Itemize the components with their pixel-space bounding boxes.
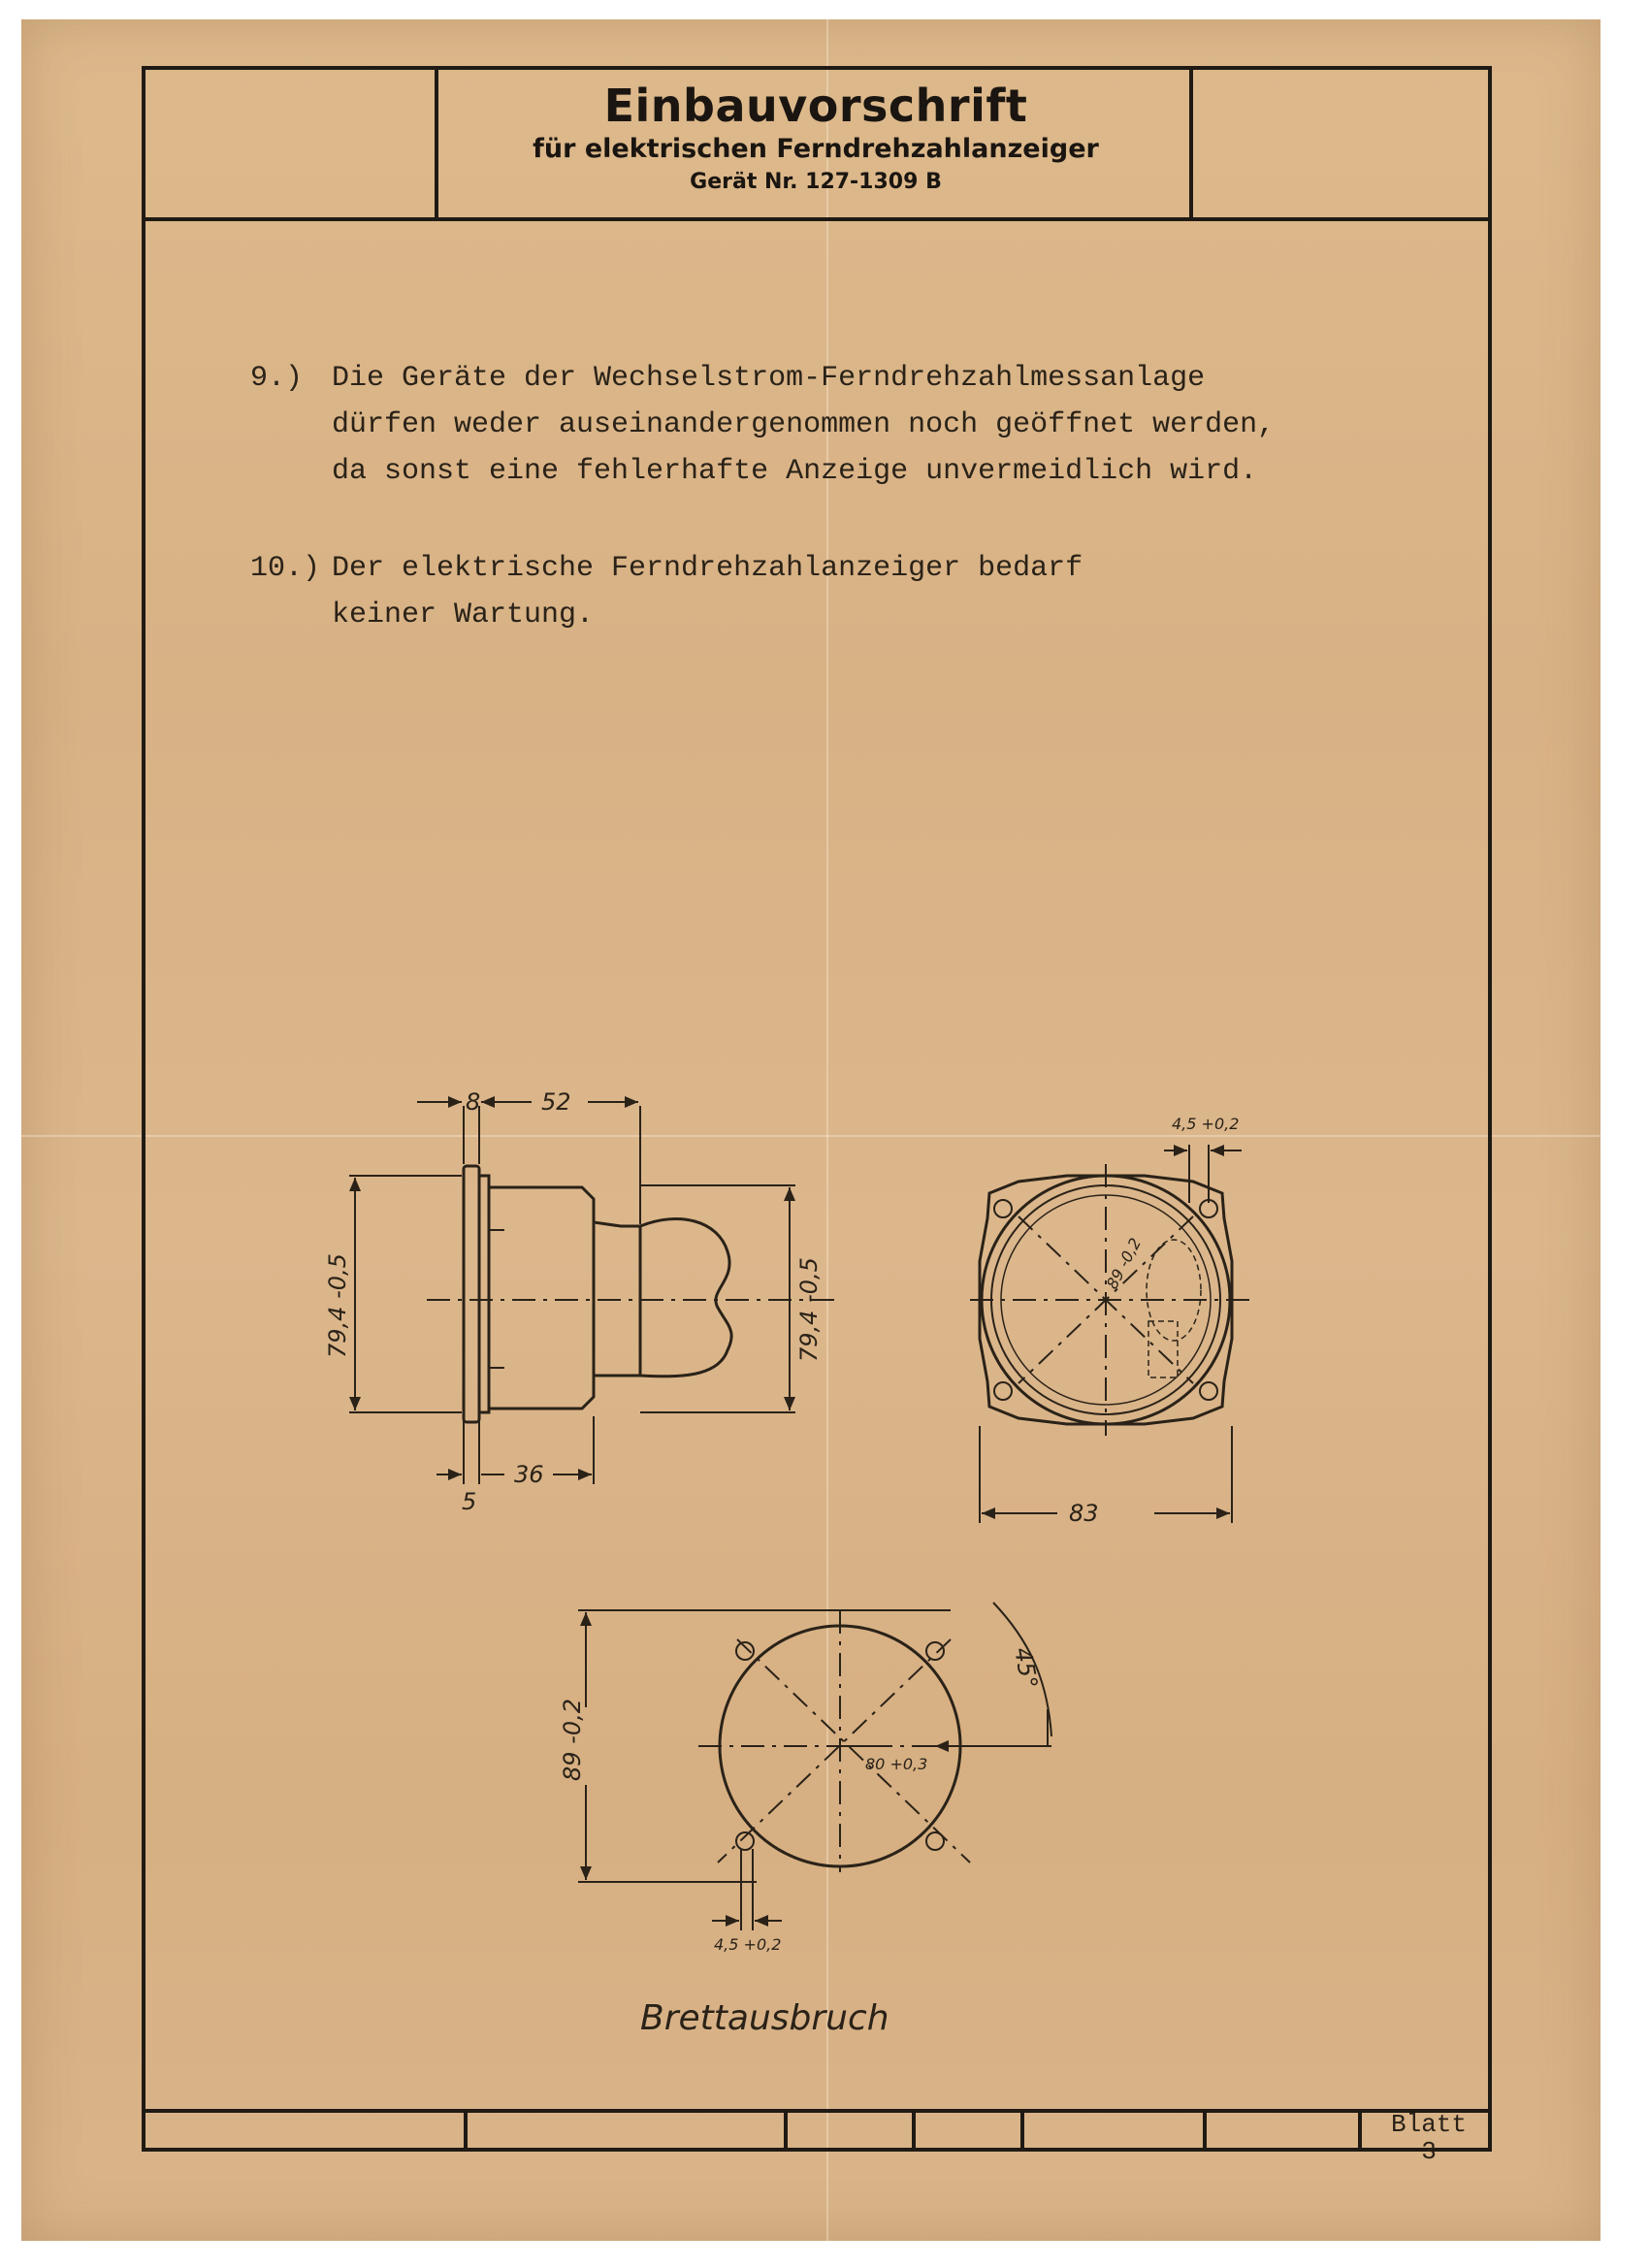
front-dim-diagonal: 89 -0,2 [1102,1234,1146,1292]
item-9-line-1: Die Geräte der Wechselstrom-Ferndrehzahlmessanlage [332,362,1206,395]
dim-flange: 8 [466,1088,481,1116]
dim-height-right: 79,4 -0,5 [795,1257,823,1362]
sheet-number-box [1375,2111,1482,2165]
cutout-dim-height: 89 -0,2 [559,1699,586,1781]
side-view-drawing [464,1166,731,1422]
dim-bottom-small: 5 [462,1488,477,1515]
item-9-number: 9.) [250,362,304,395]
front-dim-width: 83 [1069,1500,1099,1527]
item-10-number: 10.) [250,552,321,585]
sheet-number: 3 [1421,2137,1437,2166]
dim-height-left: 79,4 -0,5 [324,1253,351,1358]
item-10-line-1: Der elektrische Ferndrehzahlanzeiger bedarf [332,552,1083,585]
item-9-line-2: dürfen weder auseinandergenommen noch geöffnet werden, [332,408,1276,441]
cutout-dim-hole: 4,5 +0,2 [714,1935,782,1954]
sheet-label: Blatt [1390,2110,1467,2139]
device-number: Gerät Nr. 127-1309 B [690,170,942,194]
dim-bottom-body: 36 [514,1461,544,1488]
cutout-dim-angle: 45° [1009,1645,1044,1691]
front-view-dimensions [970,1145,1251,1523]
item-9-line-3: da sonst eine fehlerhafte Anzeige unvermeidlich wird. [332,455,1258,488]
side-view-dimensions [349,1102,834,1484]
front-dim-hole: 4,5 +0,2 [1172,1115,1240,1133]
item-10-line-2: keiner Wartung. [332,599,595,632]
cutout-caption: Brettausbruch [640,1998,889,2038]
document-subtitle: für elektrischen Ferndrehzahlanzeiger [533,134,1099,164]
cutout-dim-diameter: 80 +0,3 [865,1755,928,1773]
cutout-dimensions [578,1603,1051,1930]
document-title: Einbauvorschrift [603,80,1028,132]
dim-body: 52 [541,1088,571,1116]
